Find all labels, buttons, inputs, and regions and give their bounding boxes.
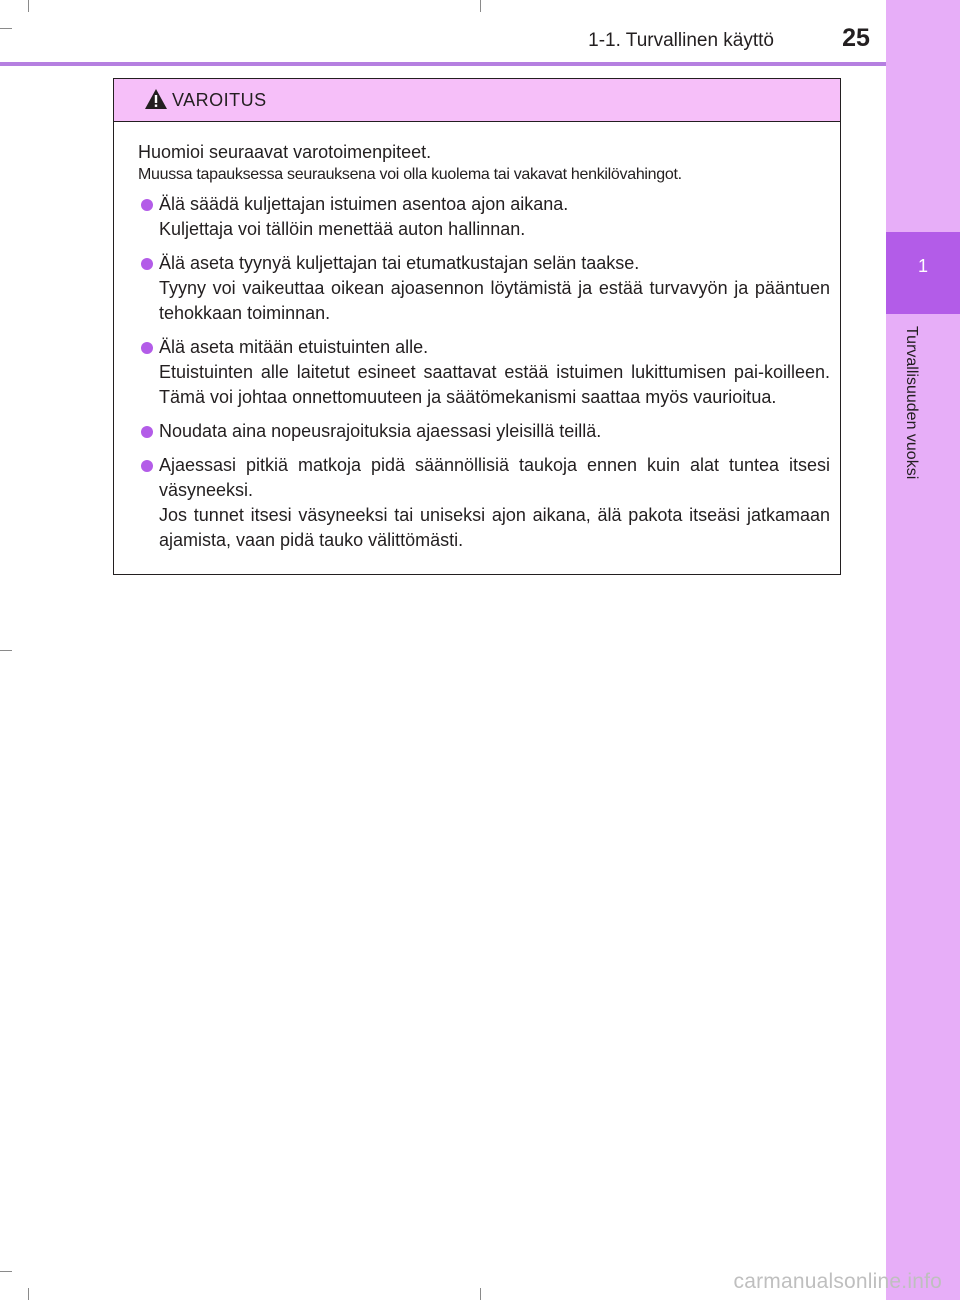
crop-mark: [0, 28, 12, 29]
crop-mark: [28, 1288, 29, 1300]
section-title: 1-1. Turvallinen käyttö: [588, 30, 774, 51]
page-number: 25: [842, 24, 870, 52]
crop-mark: [480, 1288, 481, 1300]
list-item: [138, 192, 830, 242]
warning-box: [113, 78, 841, 575]
crop-mark: [480, 0, 481, 12]
bullet-dot-icon: [141, 258, 153, 270]
warning-triangle-icon: [144, 88, 168, 110]
header-rule: [0, 62, 886, 66]
crop-mark: [0, 650, 12, 651]
bullet-dot-icon: [141, 342, 153, 354]
bullet-dot-icon: [141, 199, 153, 211]
list-item-lead: Ajaessasi pitkiä matkoja pidä säännöllisiä taukoja ennen kuin alat tuntea itsesi väsyneeksi.: [159, 455, 830, 500]
list-item: [138, 419, 830, 444]
warning-label: VAROITUS: [172, 90, 267, 110]
list-item: [138, 335, 830, 410]
list-item-lead: Noudata aina nopeusrajoituksia ajaessasi yleisillä teillä.: [159, 421, 602, 441]
list-item-detail: Tyyny voi vaikeuttaa oikean ajoasennon löytämistä ja estää turvavyön ja pääntuen tehokkaan toiminnan.: [159, 278, 830, 323]
warning-body: [114, 122, 840, 553]
chapter-title: Turvallisuuden vuoksi: [903, 326, 920, 480]
watermark: carmanualsonline.info: [733, 1270, 942, 1293]
warning-header: [114, 79, 840, 122]
list-item-detail: Jos tunnet itsesi väsyneeksi tai uniseksi ajon aikana, älä pakota itseäsi jatkamaan ajamista, vaan pidä tauko välittömästi.: [159, 505, 830, 550]
warning-intro: Huomioi seuraavat varotoimenpiteet.: [138, 142, 432, 162]
warning-intro-detail: Muussa tapauksessa seurauksena voi olla kuolema tai vakavat henkilövahingot.: [138, 166, 682, 183]
list-item-lead: Älä aseta tyynyä kuljettajan tai etumatkustajan selän taakse.: [159, 253, 640, 273]
crop-mark: [0, 1271, 12, 1272]
list-item-detail: Etuistuinten alle laitetut esineet saattavat estää istuimen lukittumisen pai-koilleen. Tämä voi johtaa onnettomuuteen ja säätömekanismi saattaa myös vaurioitua.: [159, 362, 830, 407]
bullet-dot-icon: [141, 460, 153, 472]
crop-mark: [28, 0, 29, 12]
list-item: [138, 251, 830, 326]
list-item-detail: Kuljettaja voi tällöin menettää auton hallinnan.: [159, 219, 526, 239]
side-tab-band: [886, 0, 960, 1300]
list-item-lead: Älä aseta mitään etuistuinten alle.: [159, 337, 429, 357]
list-item-lead: Älä säädä kuljettajan istuimen asentoa ajon aikana.: [159, 194, 569, 214]
bullet-dot-icon: [141, 426, 153, 438]
list-item: [138, 453, 830, 553]
chapter-number: 1: [917, 256, 928, 276]
